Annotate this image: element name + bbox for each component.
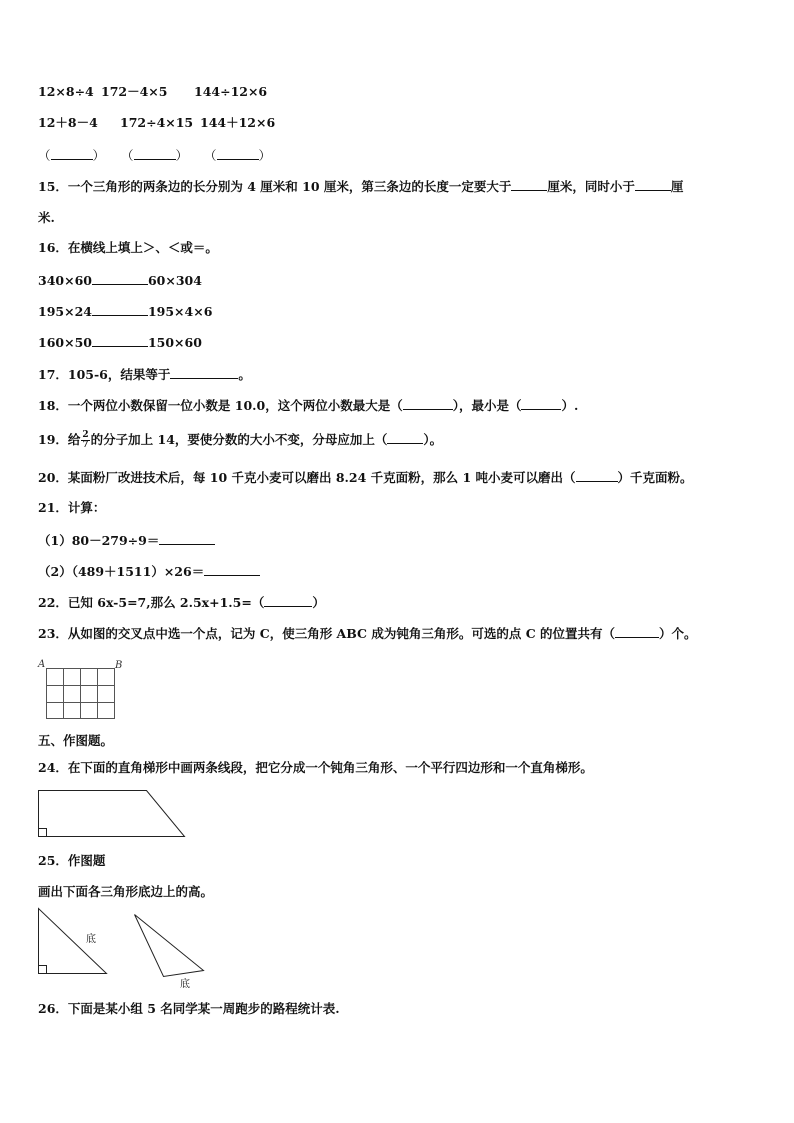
fraction xyxy=(81,431,89,450)
answer-blank[interactable] xyxy=(170,366,238,379)
q22 xyxy=(38,594,325,611)
answer-blank[interactable] xyxy=(204,563,260,576)
answer-blank[interactable] xyxy=(264,594,312,607)
q25-title: 25．作图题 xyxy=(38,853,106,868)
base-label: 底 xyxy=(86,934,96,945)
q21-expr: （1）80－279÷9＝ xyxy=(38,533,160,548)
answer-blank[interactable] xyxy=(521,397,561,410)
q21-item2 xyxy=(38,563,260,580)
q14-answer-row xyxy=(38,147,271,164)
q22-text: ） xyxy=(312,595,325,610)
triangles-figure xyxy=(36,906,208,990)
q20 xyxy=(38,469,693,486)
q23-text: 23．从如图的交叉点中选一个点，记为 C，使三角形 ABC 成为钝角三角形。可选的点 C 的位置共有（ xyxy=(38,626,615,641)
right-angle-mark xyxy=(39,829,47,837)
q16-right: 150×60 xyxy=(147,335,202,350)
paren-open: （ xyxy=(204,148,217,163)
q20-text: ）千克面粉。 xyxy=(617,470,693,485)
q17 xyxy=(38,366,251,383)
q21-title: 21．计算： xyxy=(38,500,106,515)
q16-row xyxy=(38,334,202,351)
q21-expr: （2）（489＋1511）×26＝ xyxy=(38,564,205,579)
q18-text: ），最小是（ xyxy=(452,398,522,413)
q18 xyxy=(38,397,578,414)
answer-blank[interactable] xyxy=(159,532,215,545)
point-b-label: B xyxy=(115,660,123,671)
q26: 26．下面是某小组 5 名同学某一周跑步的路程统计表. xyxy=(38,1001,340,1016)
section-heading: 五、作图题。 xyxy=(38,733,114,748)
fraction-numerator: 2 xyxy=(82,430,89,440)
q14-expr: 144÷12×6 xyxy=(194,84,268,99)
q18-text: 18．一个两位小数保留一位小数是 10.0，这个两位小数最大是（ xyxy=(38,398,403,413)
q15-text: 厘米，同时小于 xyxy=(547,179,635,194)
point-a-label: A xyxy=(38,659,46,670)
answer-blank[interactable] xyxy=(92,303,148,316)
answer-blank[interactable] xyxy=(403,397,453,410)
right-trapezoid-figure xyxy=(36,788,188,840)
q23-text: ）个。 xyxy=(659,626,697,641)
answer-blank[interactable] xyxy=(615,625,659,638)
right-angle-mark xyxy=(39,966,47,974)
q14-expr: 12×8÷4 xyxy=(38,84,94,99)
grid-figure xyxy=(36,656,126,722)
answer-blank[interactable] xyxy=(51,147,93,160)
q19-text: 19．给 xyxy=(38,432,81,447)
q14-row2 xyxy=(38,115,275,131)
q14-expr: 172－4×5 xyxy=(101,84,168,99)
answer-blank[interactable] xyxy=(217,147,259,160)
q16-left: 160×50 xyxy=(38,335,92,350)
q15-line1 xyxy=(38,178,683,195)
answer-blank[interactable] xyxy=(92,272,148,285)
q16-title: 16．在横线上填上＞、＜或＝。 xyxy=(38,240,218,255)
paren-close: ） xyxy=(258,148,272,163)
q16-row xyxy=(38,272,202,289)
q24: 24．在下面的直角梯形中画两条线段，把它分成一个钝角三角形、一个平行四边形和一个直角梯形。 xyxy=(38,760,593,775)
paren-open: （ xyxy=(38,148,51,163)
q16-left: 340×60 xyxy=(38,273,92,288)
q15-text: 厘 xyxy=(670,179,684,194)
q20-text: 20．某面粉厂改进技术后，每 10 千克小麦可以磨出 8.24 千克面粉，那么 1 吨小麦可以磨出（ xyxy=(38,470,576,485)
fraction-denominator: 7 xyxy=(82,440,89,450)
q16-row xyxy=(38,303,212,320)
q19 xyxy=(38,430,442,450)
q16-right: 60×304 xyxy=(147,273,202,288)
q16-left: 195×24 xyxy=(38,304,92,319)
q16-right: 195×4×6 xyxy=(147,304,213,319)
obtuse-triangle xyxy=(135,915,204,977)
answer-blank[interactable] xyxy=(576,469,618,482)
q19-text: 的分子加上 14，要使分数的大小不变，分母应加上（ xyxy=(90,432,388,447)
grid-lines xyxy=(47,669,115,719)
q15-line2: 米. xyxy=(38,210,55,225)
right-triangle xyxy=(39,909,107,974)
q14-expr: 172÷4×15 xyxy=(120,115,194,130)
q14-expr: 12＋8－4 xyxy=(38,115,98,130)
answer-blank[interactable] xyxy=(387,431,423,444)
q17-text: 17．105-6，结果等于 xyxy=(38,367,171,382)
answer-blank[interactable] xyxy=(92,334,148,347)
paren-open: （ xyxy=(121,148,134,163)
q15-text: 15．一个三角形的两条边的长分别为 4 厘米和 10 厘米，第三条边的长度一定要大于 xyxy=(38,179,512,194)
paren-close: ） xyxy=(175,148,189,163)
base-label: 底 xyxy=(180,979,190,990)
trapezoid xyxy=(39,791,185,837)
q21-item1 xyxy=(38,532,215,549)
answer-blank[interactable] xyxy=(134,147,176,160)
q17-text: 。 xyxy=(238,367,251,382)
q14-row1 xyxy=(38,84,267,100)
q23 xyxy=(38,625,697,642)
answer-blank[interactable] xyxy=(635,178,671,191)
q14-expr: 144＋12×6 xyxy=(200,115,276,130)
q19-text: ）。 xyxy=(423,432,443,447)
paren-close: ） xyxy=(92,148,106,163)
q25-instruction: 画出下面各三角形底边上的高。 xyxy=(38,884,214,899)
q22-text: 22．已知 6x-5=7,那么 2.5x+1.5=（ xyxy=(38,595,265,610)
q18-text: ）. xyxy=(561,398,579,413)
answer-blank[interactable] xyxy=(511,178,547,191)
